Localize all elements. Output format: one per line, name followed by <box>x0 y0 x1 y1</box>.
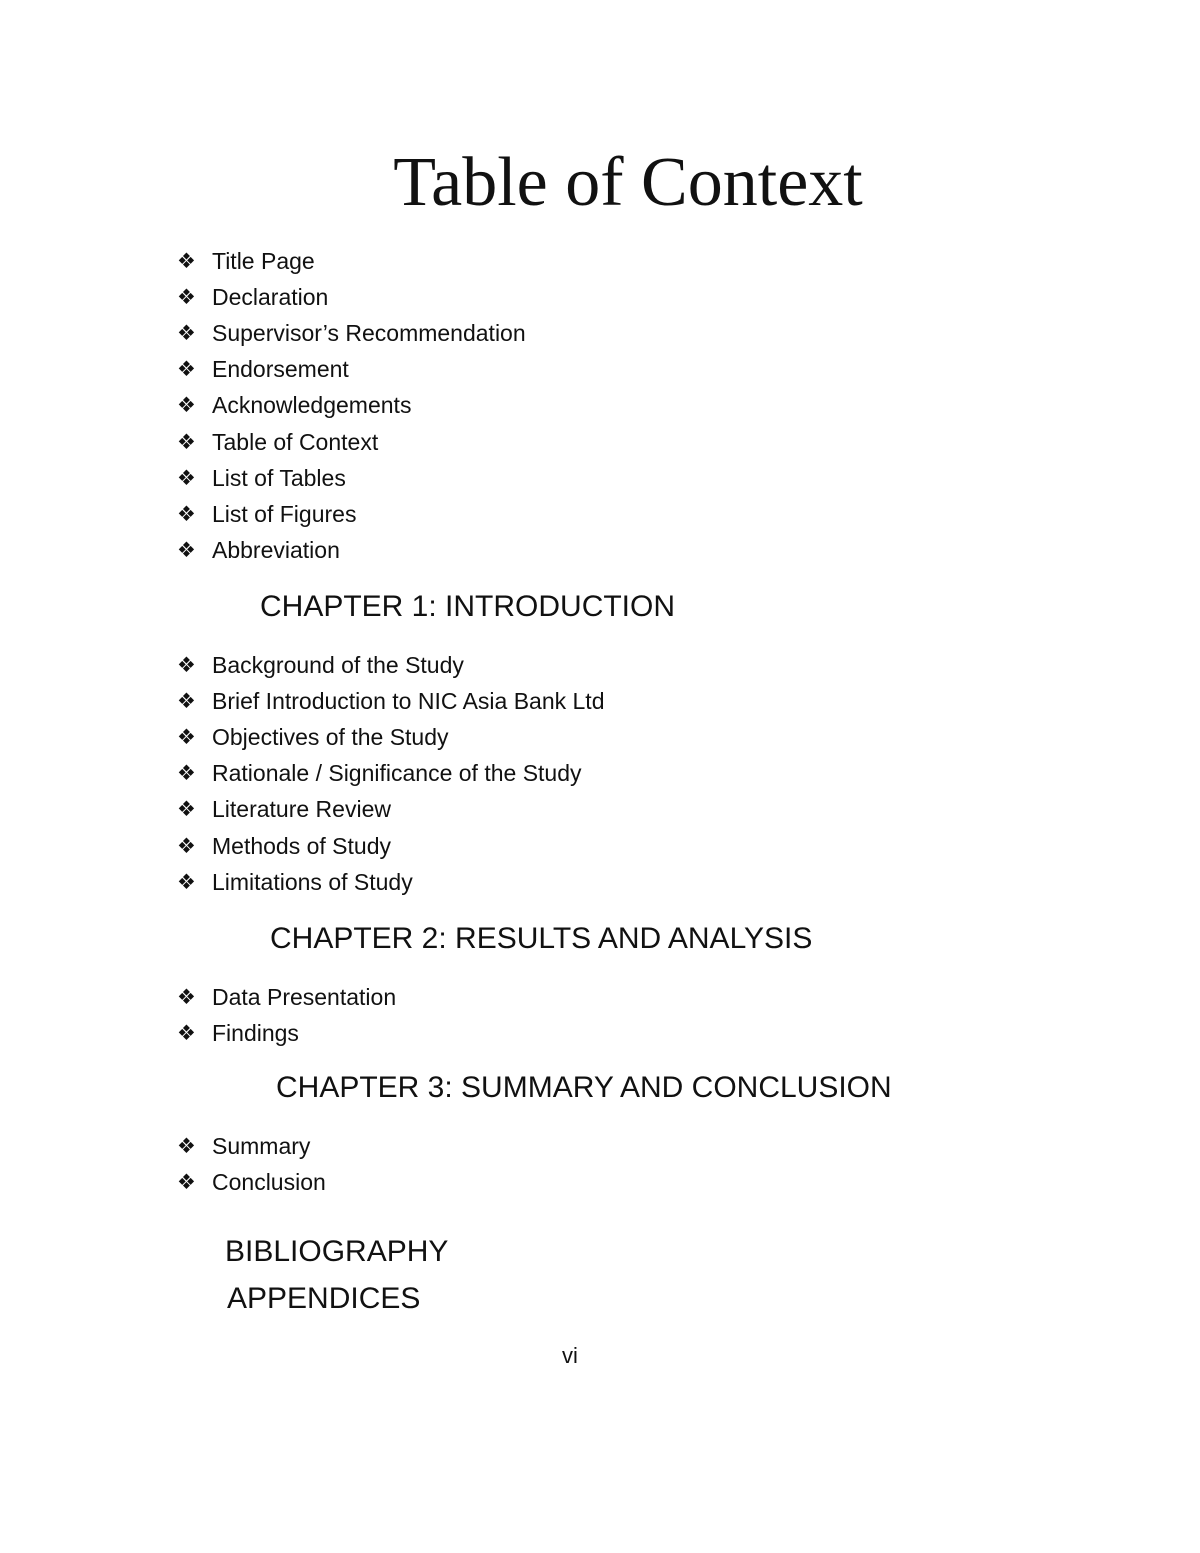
list-item-label: Declaration <box>212 283 329 310</box>
list-item-label: Findings <box>212 1019 299 1046</box>
diamond-bullet-icon: ❖ <box>177 358 196 382</box>
chapter-3-heading: CHAPTER 3: SUMMARY AND CONCLUSION <box>276 1071 892 1104</box>
list-item <box>177 424 526 460</box>
list-item <box>177 1128 326 1164</box>
list-item <box>177 864 604 900</box>
diamond-bullet-icon: ❖ <box>177 502 196 526</box>
list-item-label: Endorsement <box>212 356 349 383</box>
diamond-bullet-icon: ❖ <box>177 1021 196 1045</box>
diamond-bullet-icon: ❖ <box>177 1170 196 1194</box>
diamond-bullet-icon: ❖ <box>177 798 196 822</box>
diamond-bullet-icon: ❖ <box>177 430 196 454</box>
list-item <box>177 243 526 279</box>
list-item-label: Title Page <box>212 247 315 274</box>
list-item-label: Objectives of the Study <box>212 723 449 750</box>
chapter-3-list <box>177 1128 326 1200</box>
diamond-bullet-icon: ❖ <box>177 985 196 1009</box>
list-item <box>177 460 526 496</box>
diamond-bullet-icon: ❖ <box>177 834 196 858</box>
list-item <box>177 647 604 683</box>
list-item <box>177 756 604 792</box>
list-item-label: Summary <box>212 1132 311 1159</box>
list-item-label: Limitations of Study <box>212 868 413 895</box>
appendices-heading: APPENDICES <box>227 1282 421 1315</box>
list-item <box>177 533 526 569</box>
list-item-label: Rationale / Significance of the Study <box>212 760 582 787</box>
page-title: Table of Context <box>393 144 863 221</box>
diamond-bullet-icon: ❖ <box>177 762 196 786</box>
list-item-label: List of Tables <box>212 464 346 491</box>
list-item <box>177 719 604 755</box>
list-item-label: Abbreviation <box>212 537 340 564</box>
list-item-label: Supervisor’s Recommendation <box>212 319 526 346</box>
list-item <box>177 1164 326 1200</box>
diamond-bullet-icon: ❖ <box>177 466 196 490</box>
list-item-label: Data Presentation <box>212 983 397 1010</box>
list-item-label: Brief Introduction to NIC Asia Bank Ltd <box>212 687 605 714</box>
chapter-2-heading: CHAPTER 2: RESULTS AND ANALYSIS <box>270 922 813 955</box>
diamond-bullet-icon: ❖ <box>177 870 196 894</box>
list-item <box>177 279 526 315</box>
diamond-bullet-icon: ❖ <box>177 321 196 345</box>
list-item <box>177 352 526 388</box>
list-item <box>177 496 526 532</box>
list-item <box>177 792 604 828</box>
chapter-1-heading: CHAPTER 1: INTRODUCTION <box>260 590 676 623</box>
diamond-bullet-icon: ❖ <box>177 539 196 563</box>
chapter-1-list <box>177 647 604 900</box>
list-item-label: Methods of Study <box>212 832 391 859</box>
bibliography-heading: BIBLIOGRAPHY <box>225 1235 449 1268</box>
diamond-bullet-icon: ❖ <box>177 249 196 273</box>
list-item-label: Acknowledgements <box>212 392 412 419</box>
diamond-bullet-icon: ❖ <box>177 285 196 309</box>
front-matter-list <box>177 243 526 569</box>
diamond-bullet-icon: ❖ <box>177 1134 196 1158</box>
list-item-label: Conclusion <box>212 1168 326 1195</box>
list-item <box>177 315 526 351</box>
chapter-2-list <box>177 979 396 1051</box>
page-number: vi <box>562 1343 578 1368</box>
diamond-bullet-icon: ❖ <box>177 653 196 677</box>
list-item <box>177 1015 396 1051</box>
list-item-label: Background of the Study <box>212 651 464 678</box>
list-item <box>177 828 604 864</box>
list-item-label: List of Figures <box>212 500 357 527</box>
list-item <box>177 979 396 1015</box>
list-item <box>177 683 604 719</box>
list-item-label: Literature Review <box>212 796 391 823</box>
list-item-label: Table of Context <box>212 428 379 455</box>
diamond-bullet-icon: ❖ <box>177 725 196 749</box>
diamond-bullet-icon: ❖ <box>177 689 196 713</box>
diamond-bullet-icon: ❖ <box>177 394 196 418</box>
list-item <box>177 388 526 424</box>
